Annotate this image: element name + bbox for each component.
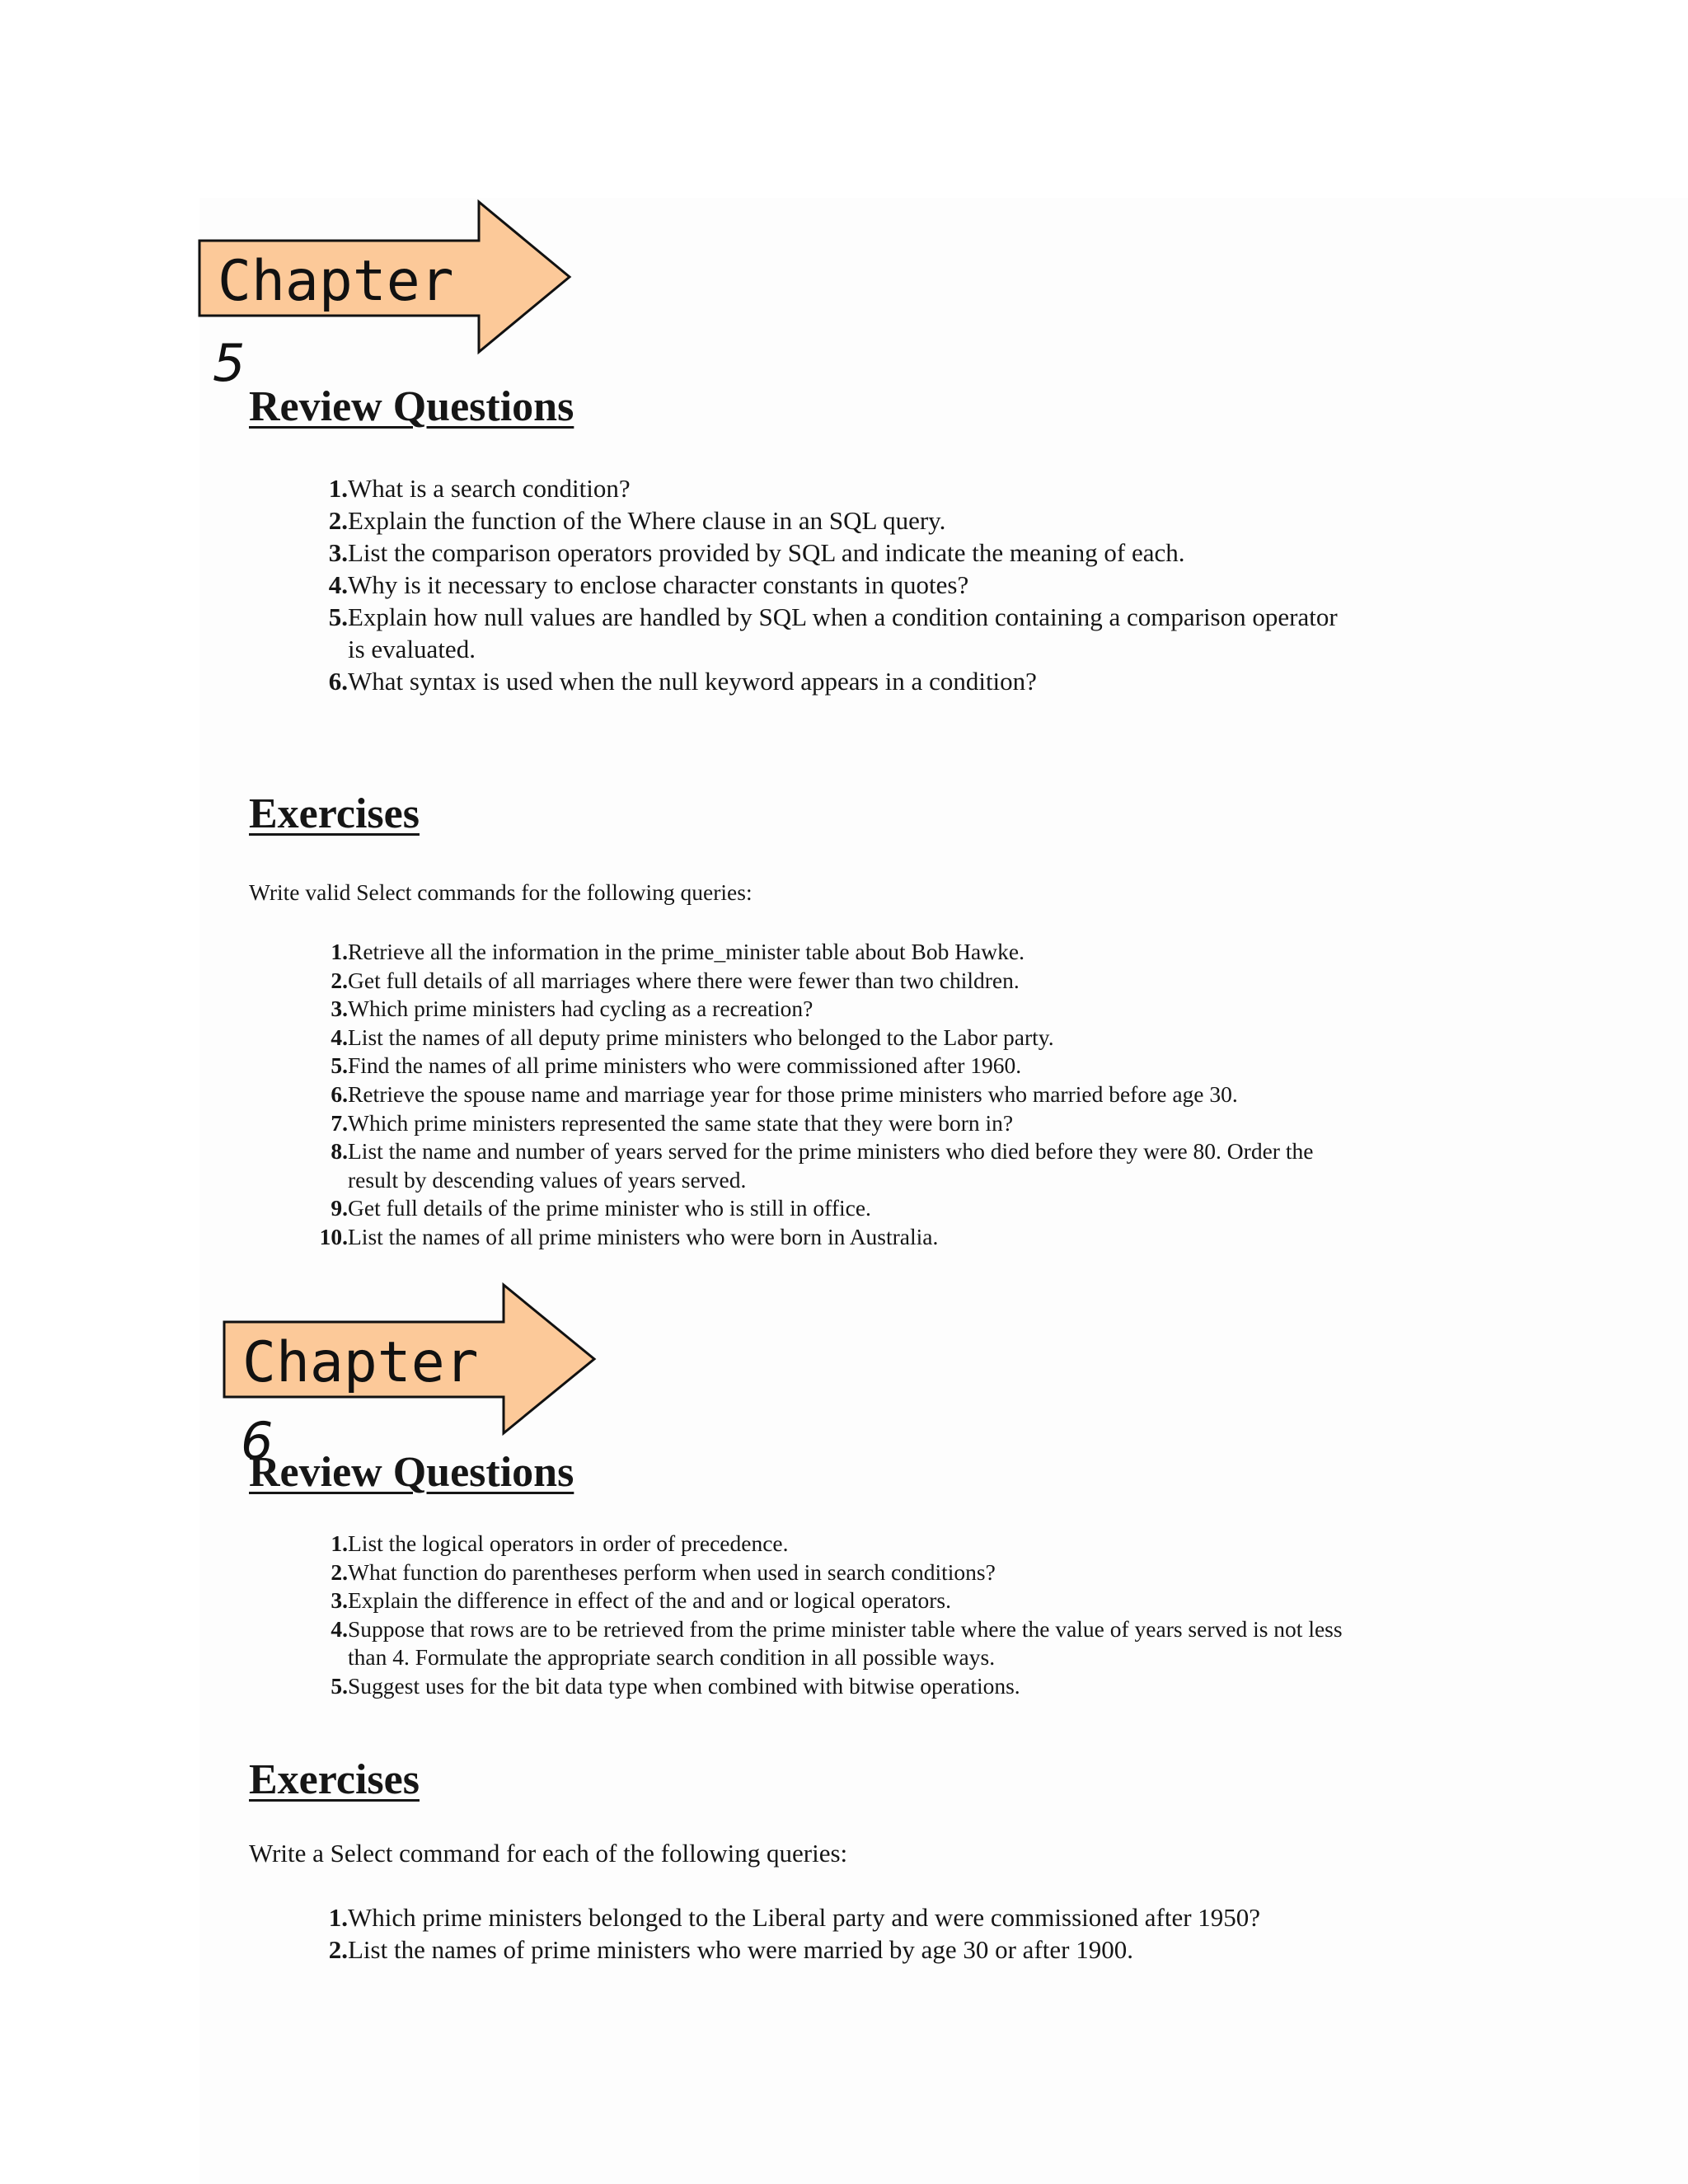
item-text-line: Suggest uses for the bit data type when combined with bitwise operations. (348, 1672, 1020, 1699)
chapter-5-review-list (293, 472, 1338, 697)
item-number: 10. (319, 1223, 348, 1249)
item-number: 9. (331, 1195, 348, 1221)
list-item (293, 1223, 1313, 1252)
chapter-6-arrow-icon (219, 1281, 598, 1437)
list-item (293, 1080, 1313, 1109)
item-text-line: List the logical operators in order of precedence. (348, 1530, 789, 1556)
list-item (293, 665, 1338, 697)
item-text (348, 665, 1037, 697)
chapter-6-exercises-list (293, 1901, 1260, 1966)
item-text-line: What syntax is used when the null keyword appears in a condition? (348, 667, 1037, 696)
chapter-6-exercises-heading: Exercises (249, 1756, 420, 1803)
item-number: 2. (328, 506, 348, 535)
list-item (293, 1672, 1343, 1701)
item-number: 6. (331, 1080, 348, 1107)
chapter-5-exercises-list (293, 938, 1313, 1252)
list-item (293, 938, 1313, 967)
item-text (348, 1901, 1260, 1933)
item-number: 1. (328, 474, 348, 503)
item-text-line: Which prime ministers belonged to the Liberal party and were commissioned after 1950? (348, 1903, 1261, 1932)
item-text-continuation: than 4. Formulate the appropriate search condition in all possible ways. (348, 1644, 996, 1671)
item-text (348, 1080, 1238, 1109)
item-number: 1. (331, 939, 348, 964)
item-number: 3. (331, 996, 348, 1022)
item-text-line: What is a search condition? (348, 474, 631, 503)
item-text-line: Explain the function of the Where clause in an SQL query. (348, 506, 946, 535)
chapter-5-arrow-label: Chapter (218, 249, 454, 314)
item-number: 3. (331, 1587, 348, 1614)
item-text-line: List the names of all prime ministers who were born in Australia. (348, 1223, 939, 1249)
item-text (348, 1586, 951, 1615)
chapter-6-number: 6 (241, 1411, 274, 1471)
item-text (348, 601, 1338, 665)
item-text (348, 1615, 1343, 1672)
item-text-line: Why is it necessary to enclose character constants in quotes? (348, 570, 969, 599)
item-number: 1. (328, 1903, 348, 1932)
item-text (348, 1137, 1313, 1194)
item-text (348, 1558, 996, 1587)
list-item (293, 1194, 1313, 1223)
item-text-line: Retrieve the spouse name and marriage year for those prime ministers who married before age 30. (348, 1080, 1238, 1107)
item-number: 2. (331, 967, 348, 993)
list-item (293, 1530, 1343, 1558)
item-text (348, 472, 631, 504)
item-text-line: Which prime ministers represented the same state that they were born in? (348, 1109, 1014, 1136)
list-item (293, 601, 1338, 665)
chapter-5-exercises-heading: Exercises (249, 790, 420, 837)
list-item (293, 1024, 1313, 1052)
item-text (348, 967, 1020, 996)
item-text-line: What function do parentheses perform when used in search conditions? (348, 1558, 996, 1585)
item-text (348, 504, 945, 537)
item-number: 4. (331, 1615, 348, 1642)
item-text-line: Get full details of the prime minister who is still in office. (348, 1195, 871, 1221)
item-text (348, 1933, 1133, 1966)
item-text (348, 1223, 938, 1252)
list-item (293, 995, 1313, 1024)
item-text-line: Suppose that rows are to be retrieved from the prime minister table where the value of years served is not less (348, 1615, 1343, 1642)
list-item (293, 504, 1338, 537)
item-text-line: Find the names of all prime ministers who were commissioned after 1960. (348, 1052, 1022, 1079)
item-number: 5. (331, 1672, 348, 1699)
chapter-5-review-heading: Review Questions (249, 383, 574, 430)
list-item (293, 1615, 1343, 1672)
chapter-6-arrow-label: Chapter (242, 1330, 479, 1395)
item-text-line: List the names of all deputy prime ministers who belonged to the Labor party. (348, 1024, 1054, 1050)
chapter-6-exercises-intro: Write a Select command for each of the following queries: (249, 1839, 848, 1868)
list-item (293, 569, 1338, 601)
chapter-6-review-heading: Review Questions (249, 1449, 574, 1496)
list-item (293, 967, 1313, 996)
item-text-line: List the name and number of years served for the prime ministers who died before they were 80. Order the (348, 1138, 1314, 1165)
item-text-line: Retrieve all the information in the prime_minister table about Bob Hawke. (348, 939, 1025, 964)
list-item (293, 1586, 1343, 1615)
list-item (293, 1052, 1313, 1080)
item-text (348, 1194, 871, 1223)
chapter-5-number: 5 (213, 333, 246, 393)
list-item (293, 1933, 1260, 1966)
item-number: 3. (328, 538, 348, 567)
list-item (293, 472, 1338, 504)
item-number: 2. (331, 1558, 348, 1585)
list-item (293, 1558, 1343, 1587)
item-number: 5. (328, 602, 348, 631)
item-number: 6. (328, 667, 348, 696)
item-number: 1. (331, 1530, 348, 1556)
item-text (348, 569, 968, 601)
list-item (293, 537, 1338, 569)
list-item (293, 1137, 1313, 1194)
item-number: 2. (328, 1935, 348, 1964)
item-text (348, 1024, 1054, 1052)
item-text-line: List the names of prime ministers who were married by age 30 or after 1900. (348, 1935, 1133, 1964)
item-text (348, 1052, 1021, 1080)
item-number: 7. (331, 1109, 348, 1136)
item-text-line: List the comparison operators provided by SQL and indicate the meaning of each. (348, 538, 1185, 567)
item-text-line: Which prime ministers had cycling as a recreation? (348, 996, 814, 1022)
item-text (348, 1672, 1020, 1701)
item-text (348, 1530, 789, 1558)
item-number: 5. (331, 1052, 348, 1079)
item-text-continuation: is evaluated. (348, 635, 476, 663)
item-text-continuation: result by descending values of years served. (348, 1166, 747, 1193)
item-text (348, 1109, 1013, 1138)
item-text (348, 537, 1185, 569)
item-text-line: Get full details of all marriages where there were fewer than two children. (348, 967, 1020, 993)
item-text (348, 938, 1025, 967)
item-text-line: Explain the difference in effect of the and and or logical operators. (348, 1587, 952, 1614)
list-item (293, 1901, 1260, 1933)
list-item (293, 1109, 1313, 1138)
chapter-5-exercises-intro: Write valid Select commands for the following queries: (249, 879, 753, 905)
chapter-5-arrow-icon (195, 198, 574, 354)
item-number: 4. (331, 1024, 348, 1050)
chapter-6-review-list (293, 1530, 1343, 1701)
item-text (348, 995, 813, 1024)
item-number: 4. (328, 570, 348, 599)
item-number: 8. (331, 1138, 348, 1165)
item-text-line: Explain how null values are handled by SQL when a condition containing a comparison operator (348, 602, 1338, 631)
